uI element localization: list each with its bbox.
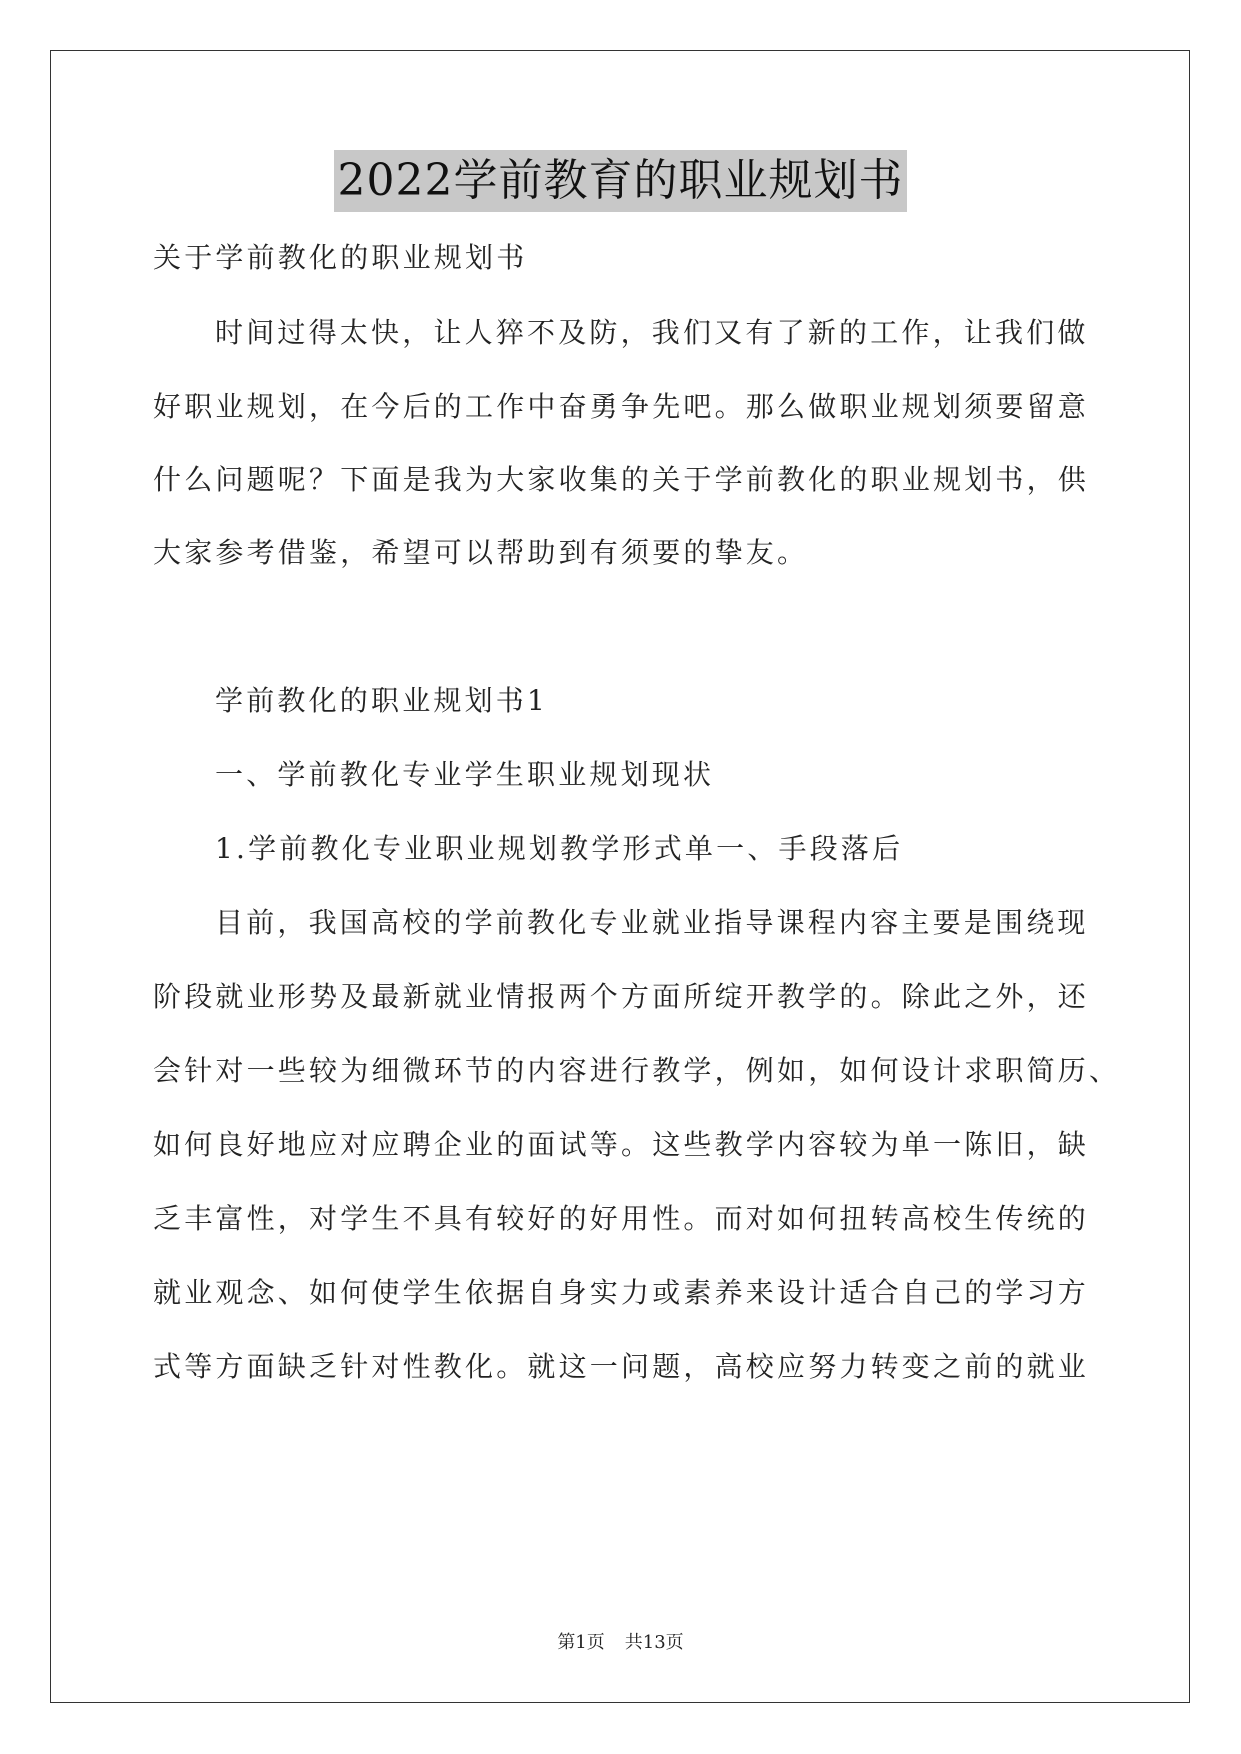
page-number: 第1页 [557, 1632, 605, 1653]
paragraph-line: 式等方面缺乏针对性教化。就这一问题，高校应努力转变之前的就业 [153, 1350, 1090, 1383]
paragraph-line: 阶段就业形势及最新就业情报两个方面所绽开教学的。除此之外，还 [153, 980, 1090, 1013]
paragraph-line: 就业观念、如何使学生依据自身实力或素养来设计适合自己的学习方 [153, 1276, 1090, 1309]
page-border [50, 50, 1190, 1703]
paragraph-line: 会针对一些较为细微环节的内容进行教学，例如，如何设计求职简历、 [153, 1054, 1121, 1087]
paragraph-line: 如何良好地应对应聘企业的面试等。这些教学内容较为单一陈旧，缺 [153, 1128, 1090, 1161]
section-heading: 1.学前教化专业职业规划教学形式单一、手段落后 [215, 832, 904, 865]
paragraph-line: 时间过得太快，让人猝不及防，我们又有了新的工作，让我们做 [215, 316, 1089, 349]
paragraph-line: 乏丰富性，对学生不具有较好的好用性。而对如何扭转高校生传统的 [153, 1202, 1090, 1235]
page-total: 共13页 [624, 1632, 684, 1653]
section-heading: 一、学前教化专业学生职业规划现状 [215, 758, 715, 791]
paragraph-line: 大家参考借鉴，希望可以帮助到有须要的挚友。 [153, 536, 809, 569]
paragraph-line: 目前，我国高校的学前教化专业就业指导课程内容主要是围绕现 [215, 906, 1089, 939]
title-container [0, 150, 1241, 212]
paragraph-line: 好职业规划，在今后的工作中奋勇争先吧。那么做职业规划须要留意 [153, 390, 1090, 423]
subtitle-line: 关于学前教化的职业规划书 [153, 241, 528, 274]
page-footer [0, 1630, 1241, 1656]
document-title: 2022学前教育的职业规划书 [334, 150, 908, 212]
paragraph-line: 什么问题呢？下面是我为大家收集的关于学前教化的职业规划书，供 [153, 463, 1090, 496]
section-heading: 学前教化的职业规划书1 [215, 684, 549, 717]
